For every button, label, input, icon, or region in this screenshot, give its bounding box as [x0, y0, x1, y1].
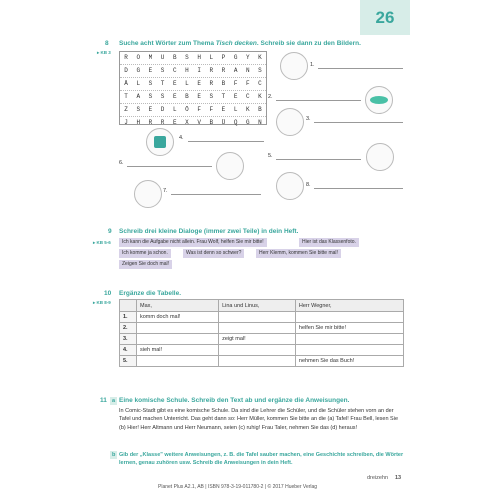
- grid-letter[interactable]: O: [136, 54, 141, 61]
- grid-letter[interactable]: D: [160, 106, 165, 113]
- grid-letter[interactable]: N: [258, 119, 262, 126]
- answer-line-6[interactable]: [127, 166, 212, 167]
- bowl-image: [365, 86, 393, 114]
- grid-letter[interactable]: K: [258, 93, 262, 100]
- grid-letter[interactable]: C: [258, 80, 262, 87]
- label-8: 8.: [306, 182, 311, 188]
- grid-letter[interactable]: F: [233, 80, 238, 87]
- grid-letter[interactable]: B: [209, 119, 214, 126]
- header-cell: Herr Wegner,: [295, 300, 403, 312]
- page-word: dreizehn: [367, 475, 389, 481]
- grid-row: [120, 116, 266, 129]
- label-5: 5.: [268, 153, 273, 159]
- grid-letter[interactable]: E: [172, 93, 177, 100]
- grid-letter[interactable]: S: [148, 93, 153, 100]
- answer-line-5[interactable]: [276, 159, 361, 160]
- grid-letter[interactable]: S: [160, 93, 165, 100]
- dialogue-chip: Was ist denn so schwer?: [183, 249, 244, 258]
- exercise-9-ref: ▸ KB 5-6: [93, 240, 111, 245]
- grid-letter[interactable]: B: [221, 80, 226, 87]
- page-badge: 26: [360, 0, 410, 35]
- grid-letter[interactable]: F: [209, 106, 214, 113]
- label-1: 1.: [310, 62, 315, 68]
- grid-letter[interactable]: Ö: [185, 106, 189, 113]
- grid-letter[interactable]: K: [246, 106, 250, 113]
- exercise-11-number: 11: [100, 397, 107, 404]
- grid-letter[interactable]: E: [172, 80, 177, 87]
- grid-row: [120, 77, 266, 90]
- exercise-11a-text: In Comic-Stadt gibt es eine komische Schule. Da sind die Lehrer die Schüler, und die Schüler stehen vorn an der Tafel und machen Unterricht. Das geht dann so: Herr Müller, kommen Sie bitte an die (a) Tafel! Frau Bell, lesen Sie (b) Hier! Herr Altmann und Herr Neumann, seien (c) ruhig! Frau Taler, nehmen Sie das (d) heraus!: [119, 408, 399, 431]
- grid-letter[interactable]: P: [221, 54, 226, 61]
- grid-letter[interactable]: T: [160, 80, 165, 87]
- footer-isbn: Planet Plus A2.1, AB | ISBN 978-3-19-011780-2 | © 2017 Hueber Verlag: [158, 484, 318, 490]
- grid-letter[interactable]: L: [233, 106, 238, 113]
- grid-letter[interactable]: C: [246, 93, 250, 100]
- grid-letter[interactable]: M: [148, 54, 153, 61]
- grid-letter[interactable]: B: [172, 54, 177, 61]
- grid-letter[interactable]: R: [148, 119, 153, 126]
- grid-letter[interactable]: K: [258, 54, 262, 61]
- grid-letter[interactable]: R: [221, 67, 226, 74]
- table-row: 4. sieh mal!: [120, 345, 404, 356]
- grid-letter[interactable]: B: [258, 106, 262, 113]
- label-4: 4.: [179, 135, 184, 141]
- grid-letter[interactable]: R: [160, 119, 165, 126]
- glass-image: [276, 108, 304, 136]
- grid-row: [120, 52, 266, 64]
- grid-letter[interactable]: G: [136, 67, 141, 74]
- dialogue-chip: Ich komme ja schon.: [119, 249, 171, 258]
- grid-letter[interactable]: F: [246, 80, 250, 87]
- grid-row: [120, 90, 266, 103]
- word-search-grid: [119, 51, 267, 125]
- exercise-10-ref: ▸ KB 8-9: [93, 300, 111, 305]
- answer-line-4[interactable]: [188, 141, 264, 142]
- grid-letter[interactable]: B: [185, 93, 189, 100]
- exercise-10-number: 10: [104, 290, 112, 297]
- cup-image: [146, 128, 174, 156]
- table-row: 3. zeigt mal!: [120, 334, 404, 345]
- grid-letter[interactable]: H: [197, 54, 201, 61]
- grid-letter[interactable]: Q: [233, 119, 238, 126]
- exercise-8-ref: ▸ KB 3: [97, 50, 111, 55]
- grid-letter[interactable]: T: [124, 93, 128, 100]
- grid-letter[interactable]: S: [185, 54, 189, 61]
- grid-letter[interactable]: S: [209, 93, 214, 100]
- answer-line-1[interactable]: [318, 68, 403, 69]
- grid-letter[interactable]: L: [209, 54, 214, 61]
- exercise-8-number: 8: [105, 40, 109, 47]
- grid-letter[interactable]: H: [136, 119, 141, 126]
- answer-line-2[interactable]: [276, 100, 361, 101]
- label-6: 6.: [119, 160, 124, 166]
- knife-image: [276, 172, 304, 200]
- dialogue-chip: Hier ist das Klassenfoto.: [299, 238, 359, 247]
- grid-letter[interactable]: T: [221, 93, 226, 100]
- grid-letter[interactable]: D: [124, 67, 128, 74]
- grid-letter[interactable]: R: [209, 80, 214, 87]
- spoon-image: [216, 152, 244, 180]
- grid-letter[interactable]: S: [160, 67, 165, 74]
- grid-row: [120, 103, 266, 116]
- grid-letter[interactable]: F: [197, 106, 201, 113]
- grid-letter[interactable]: S: [258, 67, 262, 74]
- plates-image: [280, 52, 308, 80]
- grid-letter[interactable]: Ä: [124, 80, 128, 87]
- grid-letter[interactable]: Z: [124, 106, 128, 113]
- grid-letter[interactable]: S: [148, 80, 153, 87]
- sub-b-badge: b: [112, 452, 116, 458]
- grid-letter[interactable]: E: [197, 80, 201, 87]
- grid-letter[interactable]: U: [160, 54, 165, 61]
- dialogue-chip: Herr Klemm, kommen Sie bitte mal!: [256, 249, 341, 258]
- grid-letter[interactable]: E: [148, 106, 153, 113]
- grid-letter[interactable]: L: [185, 80, 189, 87]
- table-row: 2. helfen Sie mir bitte!: [120, 323, 404, 334]
- grid-letter[interactable]: G: [233, 54, 238, 61]
- grid-letter[interactable]: J: [124, 119, 128, 126]
- grid-letter[interactable]: H: [185, 67, 189, 74]
- grid-letter[interactable]: L: [136, 80, 141, 87]
- grid-letter[interactable]: N: [246, 67, 250, 74]
- grid-letter[interactable]: R: [209, 67, 214, 74]
- grid-letter[interactable]: X: [185, 119, 189, 126]
- grid-letter[interactable]: A: [136, 93, 141, 100]
- answer-line-7[interactable]: [171, 194, 261, 195]
- dialogue-chip: Zeigen Sie doch mal!: [119, 260, 172, 269]
- grid-letter[interactable]: L: [172, 106, 177, 113]
- answer-line-3[interactable]: [314, 122, 403, 123]
- grid-letter[interactable]: V: [197, 119, 201, 126]
- table-row: 1. komm doch mal!: [120, 312, 404, 323]
- dialogue-chip: Ich kann die Aufgabe nicht allein. Frau Wolf, helfen Sie mir bitte!: [119, 238, 267, 247]
- exercise-11a-title: Eine komische Schule. Schreib den Text ab und ergänze die Anweisungen.: [119, 397, 350, 404]
- grid-letter[interactable]: R: [124, 54, 128, 61]
- label-7: 7.: [163, 188, 168, 194]
- grid-letter[interactable]: E: [221, 106, 226, 113]
- grid-letter[interactable]: Y: [246, 54, 250, 61]
- exercise-8-title: Suche acht Wörter zum Thema Tisch decken. Schreib sie dann zu den Bildern.: [119, 40, 361, 47]
- grid-letter[interactable]: A: [233, 67, 238, 74]
- grammar-table: [119, 299, 404, 367]
- grid-letter[interactable]: I: [197, 67, 201, 74]
- grid-letter[interactable]: E: [233, 93, 238, 100]
- grid-letter[interactable]: G: [246, 119, 250, 126]
- grid-letter[interactable]: Ü: [221, 119, 226, 126]
- grid-letter[interactable]: E: [197, 93, 201, 100]
- cutlery-image: [366, 143, 394, 171]
- exercise-10-title: Ergänze die Tabelle.: [119, 290, 182, 297]
- grid-row: [120, 64, 266, 77]
- grid-letter[interactable]: C: [172, 67, 177, 74]
- sub-a-badge: a: [112, 398, 116, 404]
- grid-letter[interactable]: E: [172, 119, 177, 126]
- header-cell: Max,: [137, 300, 219, 312]
- table-row: 5. nehmen Sie das Buch!: [120, 356, 404, 367]
- label-2: 2.: [268, 94, 273, 100]
- fork-image: [134, 180, 162, 208]
- exercise-11b-title: Gib der „Klasse" weitere Anweisungen, z. B. die Tafel sauber machen, eine Geschichte schreiben, die Wörter lernen, genau zuhören usw. Schreib die Anweisungen in dein Heft.: [119, 452, 404, 466]
- page-number: 13: [395, 475, 402, 481]
- grid-letter[interactable]: S: [136, 106, 141, 113]
- exercise-9-title: Schreib drei kleine Dialoge (immer zwei Teile) in dein Heft.: [119, 228, 299, 235]
- label-3: 3.: [306, 116, 311, 122]
- answer-line-8[interactable]: [314, 188, 403, 189]
- exercise-9-number: 9: [108, 228, 112, 235]
- header-cell: Lina und Linus,: [219, 300, 296, 312]
- grid-letter[interactable]: E: [148, 67, 153, 74]
